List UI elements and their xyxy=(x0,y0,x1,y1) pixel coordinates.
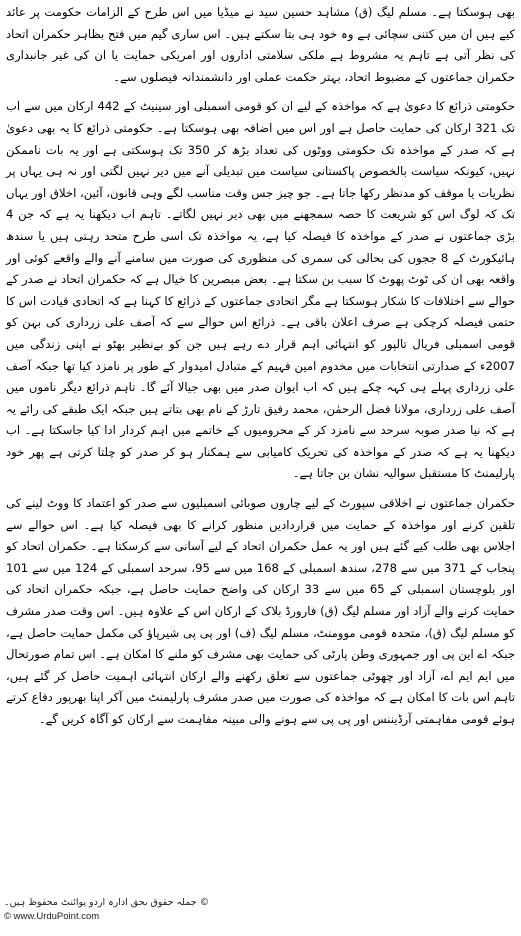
site-link[interactable]: © www.UrduPoint.com xyxy=(4,911,100,922)
article-paragraph-3: حکمران جماعتوں نے اخلاقی سپورٹ کے لیے چاروں صوبائی اسمبلیوں سے صدر کو اعتماد کا ووٹ لینے کی تلقین کرنے اور مواخذہ کے حمایت میں قراردادیں منظور کرانے کا بھی فیصلہ کیا ہے۔ اس حوالے سے اجلاس بھی طلب کیے گئے ہیں اور یہ عمل حکمران اتحاد کے لیے آسانی سے کرسکتا ہے۔ حکمران اتحاد کو پنجاب کے 371 میں سے 278، سندھ اسمبلی کے 168 میں سے 95، سرحد اسمبلی کے 124 میں سے 101 اور بلوچستان اسمبلی کے 65 میں سے 33 ارکان کی واضح حمایت حاصل ہے، جبکہ حکمران اتحاد کی حمایت کرنے والے آزاد اور مسلم لیگ (ق) فارورڈ بلاک کے ارکان اس کے علاوہ ہیں۔ اس وقت صدر مشرف کو مسلم لیگ (ق)، متحدہ قومی موومنٹ، مسلم لیگ (ف) اور پی پی شیرپاؤ کی مکمل حمایت حاصل ہے، جبکہ اے این پی اور جمہوری وطن پارٹی کی حمایت بھی مشرف کو ملنے کا امکان ہے۔ اس تمام صورتحال میں ایم ایم اے، آزاد اور چھوٹی جماعتوں سے تعلق رکھنے والے ارکان انتہائی اہمیت حاصل کر گئے ہیں، تاہم اس بات کا امکان ہے کہ مواخذہ کی صورت میں صدر مشرف پارلیمنٹ میں آکر اپنا بھرپور دفاع کرتے ہوئے قومی مفاہمتی آرڈیننس اور پی پی سے ہونے والی مبینہ مفاہمت سے ارکان کو آگاہ کریں گے۔ xyxy=(6,496,515,726)
article-paragraph-2: حکومتی ذرائع کا دعویٰ ہے کہ مواخذہ کے لیے ان کو قومی اسمبلی اور سینیٹ کے 442 ارکان میں سے اب تک 321 ارکان کی حمایت حاصل ہے اور اس میں اضافہ بھی ہوسکتا ہے۔ حکومتی ذرائع کا یہ بھی دعویٰ ہے کہ صدر کے مواخذہ تک حکومتی ووٹوں کی تعداد بڑھ کر 350 تک ہوسکتی ہے اور یہ بات ناممکن نہیں، کیونکہ سیاست بالخصوص پاکستانی سیاست میں تبدیلی آنے میں دیر نہیں لگتی اور نہ ہی یہاں پر نظریات یا موقف کو مدنظر رکھا جاتا ہے۔ جو چیز جس وقت مناسب لگے وہی قانون، آئین، اخلاق اور یہاں تک کہ لوگ اس کو شریعت کا حصہ سمجھنے میں بھی دیر نہیں لگاتے۔ تاہم اب دیکھنا یہ ہے کہ جن 4 بڑی جماعتوں نے صدر کے مواخذہ کا فیصلہ کیا ہے، یہ مواخذہ تک اسی طرح متحد رہتی ہیں یا سندھ ہائیکورٹ کے 8 ججوں کی بحالی کی سمری کی منظوری کی صورت میں سامنے آنے والے واقعے کوئی اور واقعہ بھی ان کی ٹوٹ پھوٹ کا سبب بن سکتا ہے۔ بعض مبصرین کا خیال ہے کہ حکمران اتحاد نے صدر کے حوالے سے اختلافات کا شکار ہوسکتا ہے مگر اتحادی جماعتوں کے ذرائع کا کہنا ہے کہ اتحادی قیادت اس کا حتمی فیصلہ کرچکی ہے صرف اعلان باقی ہے۔ ذرائع اس حوالے سے کہ آصف علی زرداری کی بہن کو قومی اسمبلی فریال تالپور کو انتہائی اہم قرار دے رہے ہیں جن کو بےنظیر بھٹو نے اپنی زندگی میں 2007ء کے صدارتی انتخابات میں مخدوم امین فہیم کے متبادل امیدوار کے طور پر نامزد کیا تھا جبکہ آصف علی زرداری پہلے ہی کہہ چکے ہیں کہ اب ایوان صدر میں بھی جیالا آئے گا۔ تاہم ذرائع دیگر ناموں میں آصف علی زرداری، مولانا فضل الرحمٰن، محمد رفیق تارڑ کے نام بھی بتاتے ہیں جبکہ ایک طبقے کی رائے یہ ہے کہ نیا صدر صوبہ سرحد سے نامزد کر کے محرومیوں کے خاتمے میں اہم کردار ادا کیا جاسکتا ہے۔ اب دیکھنا یہ ہے کہ صدر کے مواخذہ کی تحریک کامیابی سے ہمکنار ہو کر صدر کو چلتا کرتی ہے پھر خود پارلیمنٹ کا مستقبل سوالیہ نشان بن جاتا ہے۔ xyxy=(6,99,515,481)
article-body xyxy=(6,2,515,739)
page-footer xyxy=(4,896,224,924)
copyright-notice: © جملہ حقوق بحق ادارہ اردو پوائنٹ محفوظ ہیں۔ xyxy=(4,897,210,908)
article-paragraph-1: بھی ہوسکتا ہے۔ مسلم لیگ (ق) مشاہد حسین سید نے میڈیا میں اس طرح کے الزامات حکومت پر عائد کیے ہیں ان میں کتنی سچائی ہے وہ خود ہی بتا سکتے ہیں۔ اس ساری گیم میں فتح بظاہر حکمران اتحاد کی نظر آتی ہے تاہم یہ مشروط ہے ملکی سلامتی اداروں اور امریکی حمایت یا ان کی غیر جانبداری حکمران جماعتوں کے مضبوط اتحاد، بہتر حکمت عملی اور دانشمندانہ فیصلوں سے۔ xyxy=(6,5,515,84)
